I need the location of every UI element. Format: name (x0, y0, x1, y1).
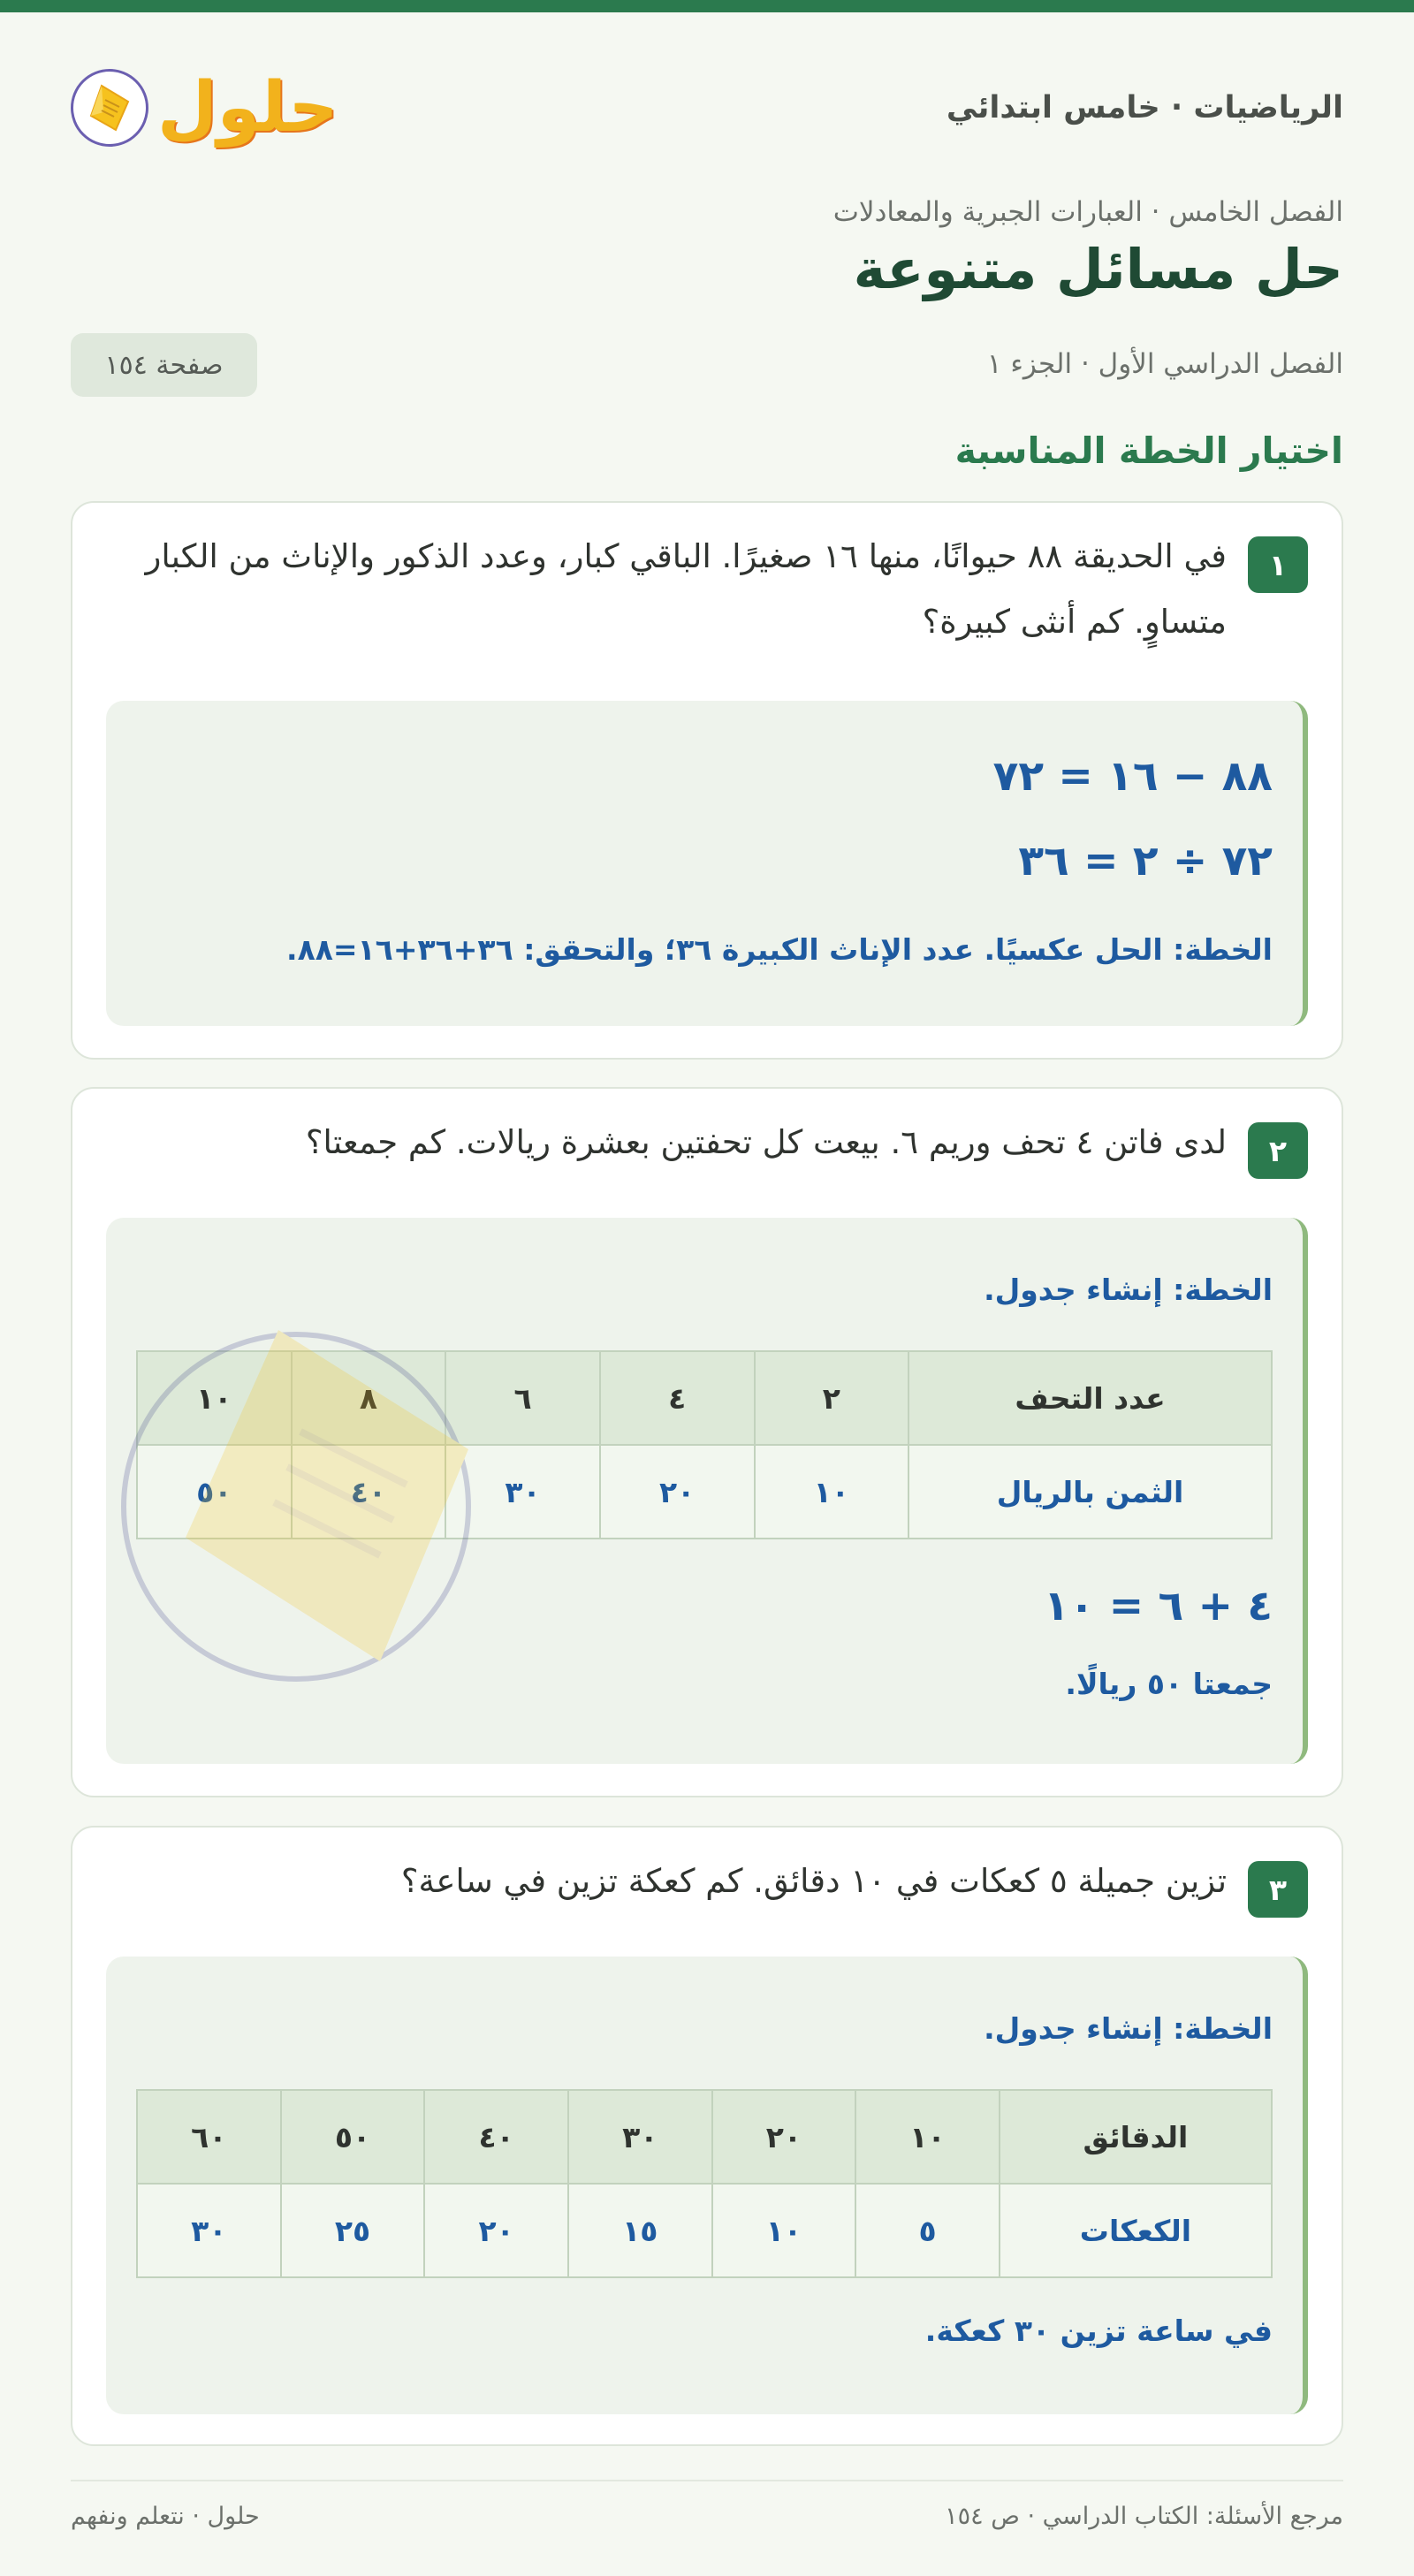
page-title: حل مسائل متنوعة (853, 237, 1343, 301)
subject-label: الرياضيات · خامس ابتدائي (946, 90, 1343, 125)
table-cell: ٣٠ (137, 2184, 281, 2277)
page-header (71, 55, 1343, 161)
table-cell: ١٠ (137, 1351, 292, 1445)
answer-text: في ساعة تزين ٣٠ كعكة. (924, 2314, 1273, 2348)
table-cell: ١٥ (568, 2184, 712, 2277)
solution-box (106, 1957, 1308, 2414)
table-cell: ٢٠ (424, 2184, 568, 2277)
table-cell: ٢ (755, 1351, 909, 1445)
solution-plan: الخطة: إنشاء جدول. (984, 1273, 1273, 1307)
table-cell: ١٠ (855, 2090, 1000, 2184)
solution-plan: الخطة: الحل عكسيًا. عدد الإناث الكبيرة ٣٦؛ والتحقق: ٣٦+٣٦+١٦=٨٨. (286, 932, 1273, 967)
table-cell: ٤ (600, 1351, 755, 1445)
section-title: اختيار الخطة المناسبة (954, 429, 1343, 472)
equation: ٧٢ ÷ ٢ = ٣٦ (1018, 837, 1273, 885)
table-cell: ٤٠ (424, 2090, 568, 2184)
table-cell: ٥٠ (281, 2090, 425, 2184)
table-cell: ٢٠ (600, 1445, 755, 1539)
solution-plan: الخطة: إنشاء جدول. (984, 2011, 1273, 2046)
solution-box (106, 1218, 1308, 1764)
equation: ٤ + ٦ = ١٠ (1044, 1582, 1273, 1630)
table-row-label: الدقائق (1000, 2090, 1272, 2184)
table-cell: ٣٠ (445, 1445, 600, 1539)
table-cell: ٢٠ (712, 2090, 856, 2184)
logo-book-icon (71, 69, 148, 147)
table-cell: ٢٥ (281, 2184, 425, 2277)
question-text: تزين جميلة ٥ كعكات في ١٠ دقائق. كم كعكة تزين في ساعة؟ (400, 1862, 1227, 1900)
table-row (137, 1445, 1272, 1539)
table-row (137, 2184, 1272, 2277)
logo[interactable] (71, 69, 338, 147)
question-number: ٣ (1248, 1861, 1308, 1918)
table-row (137, 1351, 1272, 1445)
table-cell: ٦ (445, 1351, 600, 1445)
table-cell: ٥ (855, 2184, 1000, 2277)
table-cell: ٥٠ (137, 1445, 292, 1539)
page-number-badge: صفحة ١٥٤ (71, 333, 257, 397)
table-cell: ٣٠ (568, 2090, 712, 2184)
question-number: ٢ (1248, 1122, 1308, 1179)
table-cell: ١٠ (755, 1445, 909, 1539)
logo-wordmark: حلول (157, 68, 338, 148)
table-cell: ٤٠ (292, 1445, 446, 1539)
question-card-3 (71, 1826, 1343, 2446)
table-row (137, 2090, 1272, 2184)
chapter-label: الفصل الخامس · العبارات الجبرية والمعادلات (832, 196, 1343, 228)
question-card-2 (71, 1087, 1343, 1797)
table-cell: ٦٠ (137, 2090, 281, 2184)
question-number: ١ (1248, 536, 1308, 593)
table-cell: ١٠ (712, 2184, 856, 2277)
data-table (136, 2089, 1273, 2278)
table-row-label: الثمن بالريال (908, 1445, 1272, 1539)
top-accent-bar (0, 0, 1414, 12)
question-text: في الحديقة ٨٨ حيوانًا، منها ١٦ صغيرًا. الباقي كبار، وعدد الذكور والإناث من الكبار متساوٍ. كم أنثى كبيرة؟ (145, 537, 1227, 641)
footer-source: مرجع الأسئلة: الكتاب الدراسي · ص ١٥٤ (945, 2503, 1343, 2530)
footer-divider (71, 2480, 1343, 2481)
table-row-label: عدد التحف (908, 1351, 1272, 1445)
table-cell: ٨ (292, 1351, 446, 1445)
question-card-1 (71, 501, 1343, 1060)
term-label: الفصل الدراسي الأول · الجزء ١ (986, 348, 1343, 380)
footer-brand: حلول · نتعلم ونفهم (71, 2503, 260, 2530)
table-row-label: الكعكات (1000, 2184, 1272, 2277)
equation: ٨٨ − ١٦ = ٧٢ (992, 752, 1273, 801)
question-text: لدى فاتن ٤ تحف وريم ٦. بيعت كل تحفتين بعشرة ريالات. كم جمعتا؟ (305, 1123, 1227, 1161)
solution-box (106, 701, 1308, 1026)
answer-text: جمعتا ٥٠ ريالًا. (1065, 1667, 1273, 1701)
data-table (136, 1350, 1273, 1539)
